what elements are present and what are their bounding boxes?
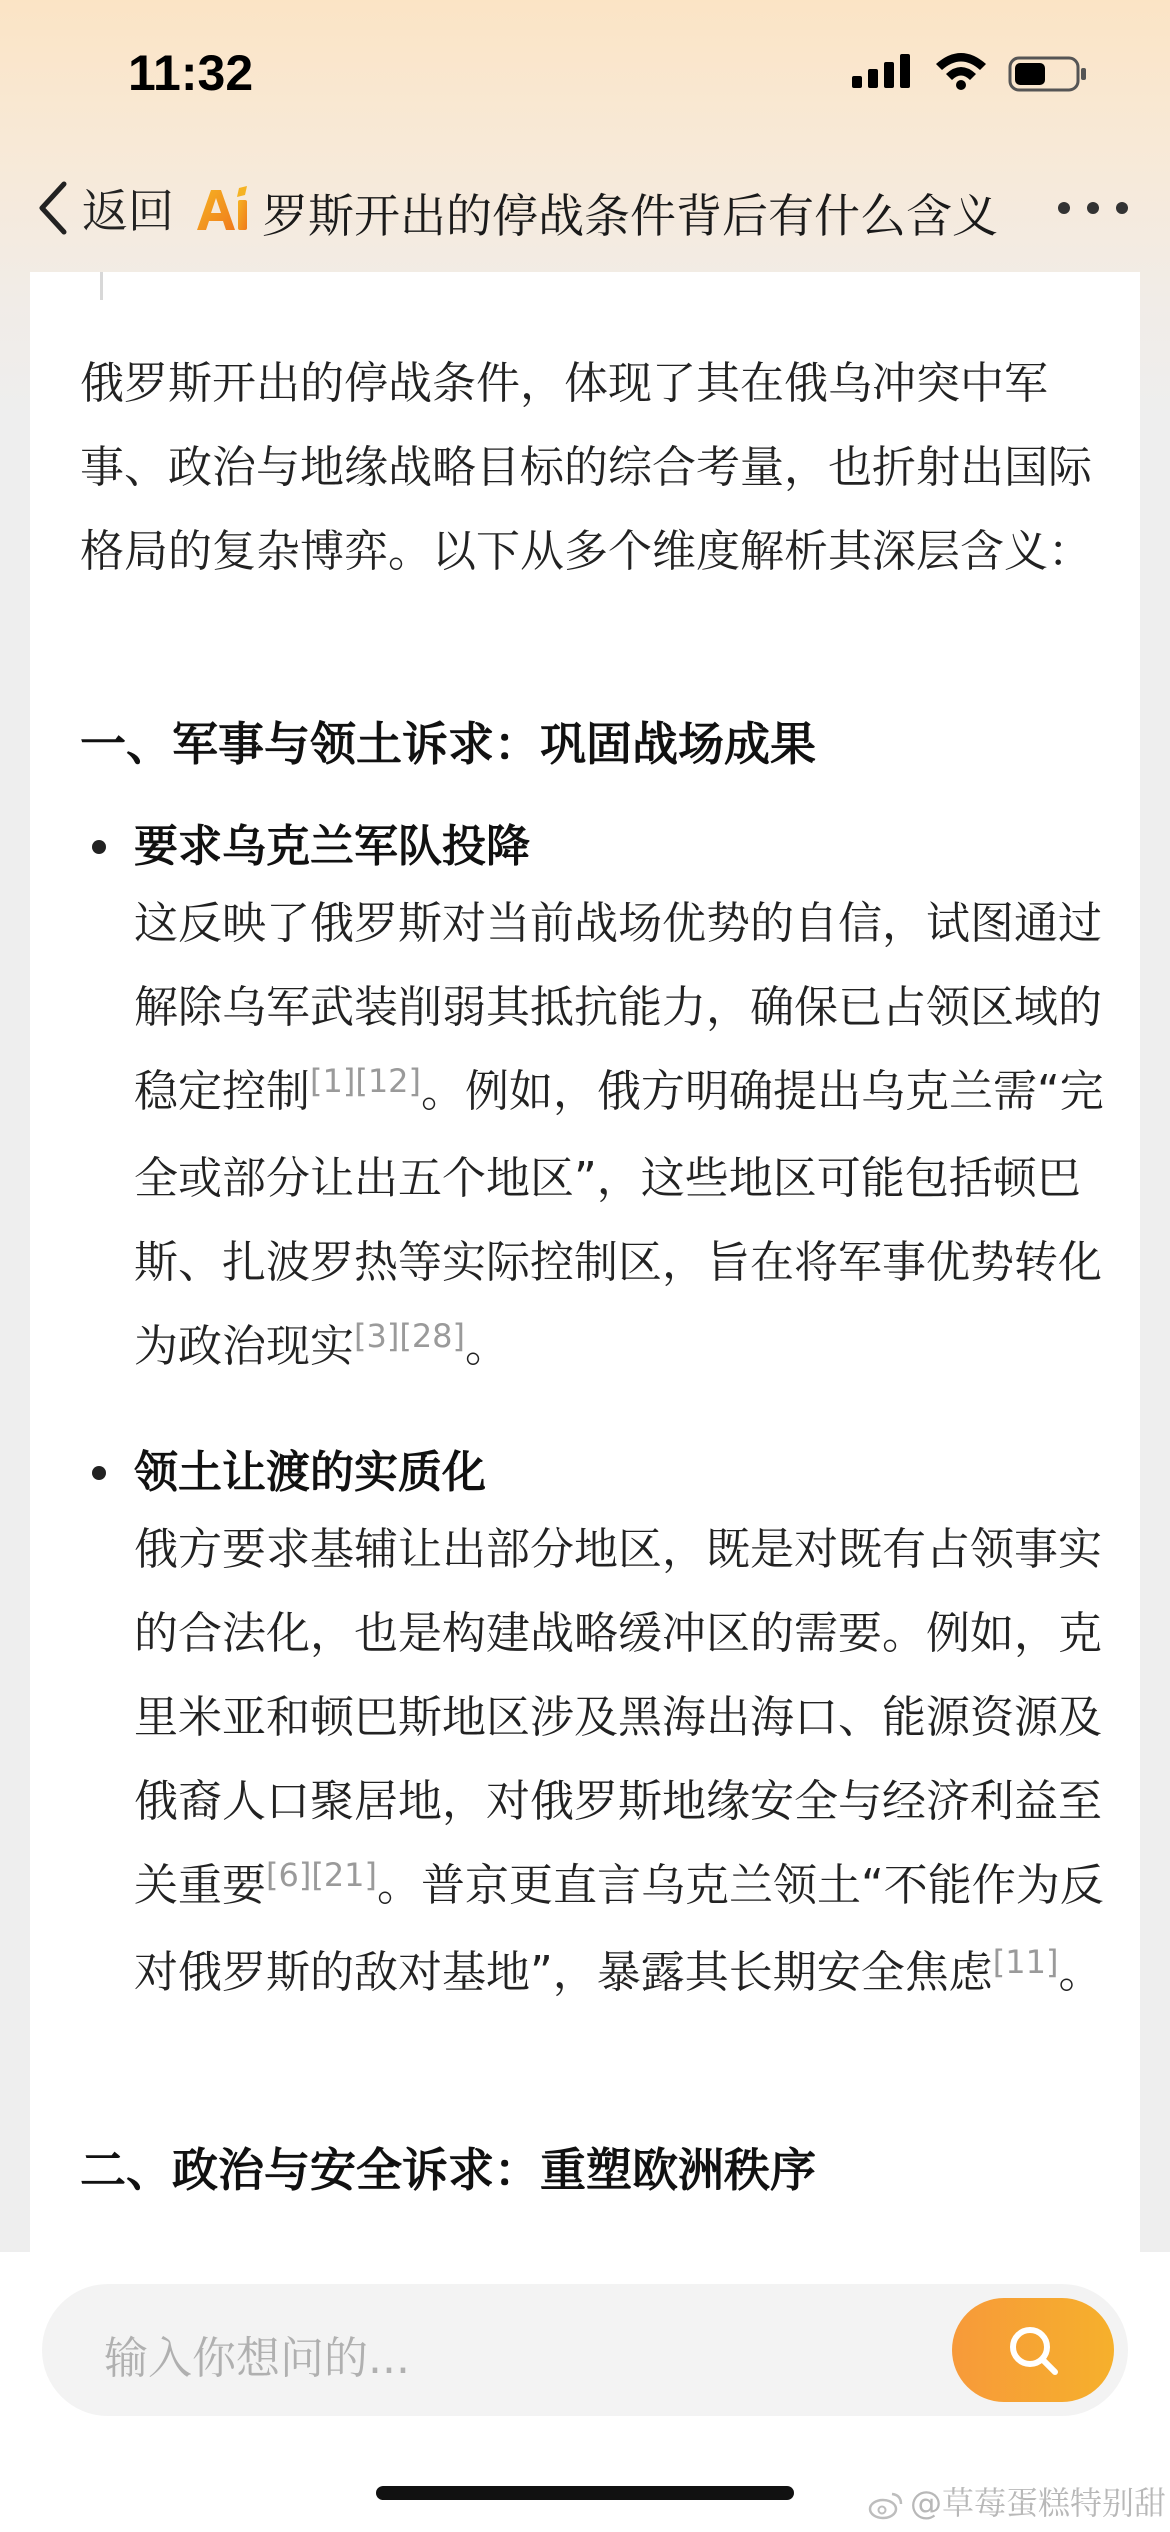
bullet-dot (92, 840, 106, 854)
bullet-text: 这反映了俄罗斯对当前战场优势的自信，试图通过解除乌军武装削弱其抵抗能力，确保已占领区域的稳定控制 (134, 898, 1102, 1117)
search-button[interactable] (952, 2298, 1114, 2402)
ai-logo-icon (195, 184, 251, 234)
citation-link[interactable]: [1][12] (310, 1062, 422, 1100)
section-heading-2: 二、政治与安全诉求：重塑欧洲秩序 (80, 2143, 816, 2197)
status-bar (0, 0, 1170, 150)
status-time: 11:32 (128, 45, 254, 101)
back-chevron-icon (36, 180, 68, 236)
bullet-text: 俄方要求基辅让出部分地区，既是对既有占领事实的合法化，也是构建战略缓冲区的需要。例如，克里米亚和顿巴斯地区涉及黑海出海口、能源资源及俄裔人口聚居地，对俄罗斯地缘安全与经济利益至关重要 (134, 1524, 1102, 1911)
watermark-text: @草莓蛋糕特别甜 (910, 2484, 1167, 2522)
home-indicator (376, 2486, 794, 2500)
question-input[interactable] (42, 2284, 1128, 2416)
back-label: 返回 (82, 184, 174, 238)
bullet-dot (92, 1466, 106, 1480)
weibo-icon (868, 2490, 904, 2520)
citation-link[interactable]: [11] (992, 1943, 1059, 1981)
bullet-title: 要求乌克兰军队投降 (134, 821, 530, 872)
page-title: 罗斯开出的停战条件背后有什么含义 (262, 189, 998, 243)
more-icon (1058, 202, 1070, 214)
battery-icon (1008, 54, 1088, 94)
answer-content (30, 272, 1140, 2252)
bullet-text: 。普京更直言乌克兰领土“不能作为反对俄罗斯的敌对基地”，暴露其长期安全焦虑 (134, 1860, 1104, 1998)
wifi-icon (934, 50, 988, 90)
watermark (868, 2478, 1166, 2524)
bullet-text: 。例如，俄方明确提出乌克兰需“完全或部分让出五个地区”，这些地区可能包括顿巴斯、扎波罗热等实际控制区，旨在将军事优势转化为政治现实 (134, 1066, 1104, 1372)
input-placeholder: 输入你想问的... (104, 2333, 410, 2384)
signal-icon (852, 54, 912, 88)
citation-link[interactable]: [6][21] (266, 1856, 378, 1894)
bullet-text: 。 (1058, 1947, 1103, 1998)
bullet-body (134, 1508, 1134, 2018)
bullet-text: 。 (465, 1321, 510, 1372)
nav-bar (0, 150, 1170, 265)
divider (100, 272, 103, 300)
citation-link[interactable]: [3][28] (354, 1317, 466, 1355)
more-icon (1116, 202, 1128, 214)
section-heading-1: 一、军事与领土诉求：巩固战场成果 (80, 717, 816, 771)
more-button[interactable] (1058, 188, 1128, 228)
back-button[interactable] (36, 178, 174, 238)
search-icon (1005, 2322, 1061, 2378)
more-icon (1087, 202, 1099, 214)
bullet-body (134, 882, 1134, 1392)
intro-paragraph: 俄罗斯开出的停战条件，体现了其在俄乌冲突中军事、政治与地缘战略目标的综合考量，也折射出国际格局的复杂博弈。以下从多个维度解析其深层含义： (80, 358, 1092, 577)
bullet-title: 领土让渡的实质化 (134, 1447, 486, 1498)
